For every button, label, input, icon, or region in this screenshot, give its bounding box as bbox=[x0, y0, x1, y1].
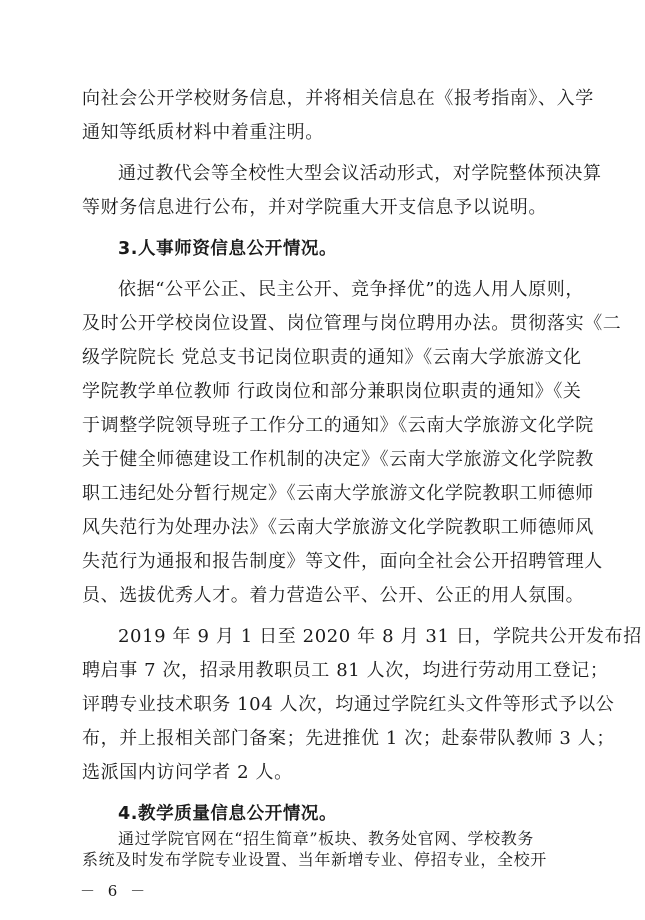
paragraph-line: 及时公开学校岗位设置、岗位管理与岗位聘用办法。贯彻落实《二 bbox=[82, 313, 622, 334]
paragraph-line: 通知等纸质材料中着重注明。 bbox=[82, 122, 324, 143]
section-heading: 3.人事师资信息公开情况。 bbox=[118, 239, 338, 259]
paragraph-line: 通过教代会等全校性大型会议活动形式，对学院整体预决算 bbox=[118, 163, 602, 184]
section-heading: 4.教学质量信息公开情况。 bbox=[118, 804, 338, 824]
paragraph-line: 布，并上报相关部门备案；先进推优 1 次；赴泰带队教师 3 人； bbox=[82, 728, 615, 749]
paragraph-line: 级学院院长 党总支书记岗位职责的通知》《云南大学旅游文化 bbox=[82, 347, 582, 368]
paragraph-line: 向社会公开学校财务信息，并将相关信息在《报考指南》、入学 bbox=[82, 88, 594, 109]
paragraph-line: 等财务信息进行公布，并对学院重大开支信息予以说明。 bbox=[82, 197, 547, 218]
paragraph-line: 学院教学单位教师 行政岗位和部分兼职岗位职责的通知》《关 bbox=[82, 381, 582, 402]
paragraph-line: 选派国内访问学者 2 人。 bbox=[82, 762, 293, 783]
paragraph-line: 关于健全师德建设工作机制的决定》《云南大学旅游文化学院教 bbox=[82, 449, 594, 470]
paragraph-line: 聘启事 7 次，招录用教职员工 81 人次，均进行劳动用工登记； bbox=[82, 660, 609, 681]
paragraph-line: 失范行为通报和报告制度》等文件，面向全社会公开招聘管理人 bbox=[82, 551, 603, 572]
paragraph-line: 通过学院官网在“招生简章”板块、教务处官网、学校教务 bbox=[118, 829, 534, 848]
paragraph-line: 依据“公平公正、民主公开、竞争择优”的选人用人原则， bbox=[118, 279, 585, 300]
paragraph-line: 于调整学院领导班子工作分工的通知》《云南大学旅游文化学院 bbox=[82, 415, 594, 436]
page-number: － 6 － bbox=[80, 882, 150, 900]
paragraph-line: 评聘专业技术职务 104 人次，均通过学院红头文件等形式予以公 bbox=[82, 694, 615, 715]
paragraph-line: 风失范行为处理办法》《云南大学旅游文化学院教职工师德师风 bbox=[82, 517, 594, 538]
paragraph-line: 职工违纪处分暂行规定》《云南大学旅游文化学院教职工师德师 bbox=[82, 483, 594, 504]
paragraph-line: 2019 年 9 月 1 日至 2020 年 8 月 31 日，学院共公开发布招 bbox=[118, 626, 642, 647]
paragraph-line: 系统及时发布学院专业设置、当年新增专业、停招专业，全校开 bbox=[82, 850, 547, 869]
paragraph-line: 员、选拔优秀人才。着力营造公平、公开、公正的用人氛围。 bbox=[82, 585, 585, 606]
